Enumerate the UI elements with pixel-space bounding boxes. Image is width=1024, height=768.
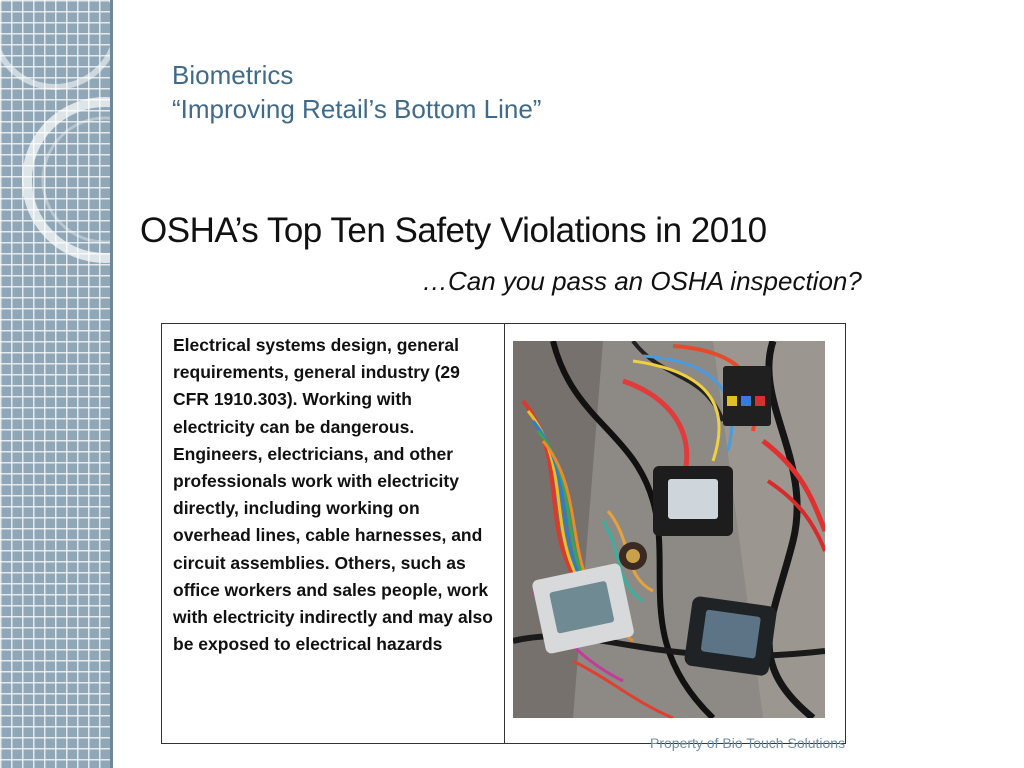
slide-subheading: …Can you pass an OSHA inspection? (422, 266, 862, 296)
slide-heading: OSHA’s Top Ten Safety Violations in 2010 (140, 211, 767, 250)
wiring-harness-photo (513, 341, 825, 718)
content-table (161, 323, 846, 744)
title-line-1: Biometrics (172, 60, 294, 90)
decorative-side-strip (0, 0, 113, 768)
footer-text: Property of Bio Touch Solutions (650, 735, 846, 751)
slide-title (172, 58, 541, 126)
title-line-2: “Improving Retail’s Bottom Line” (172, 94, 542, 124)
body-text-cell: Electrical systems design, general requirements, general industry (29 CFR 1910.303). Working with electricity can be dangerous. Engineers, electricians, and other professionals work with electricity directly, including working on overhead lines, cable harnesses, and circuit assemblies. Others, such as office workers and sales people, work with electricity indirectly and may also be exposed to electrical hazards (162, 324, 505, 743)
decorative-circles-graphic (0, 0, 113, 320)
photo-cell (505, 324, 845, 743)
